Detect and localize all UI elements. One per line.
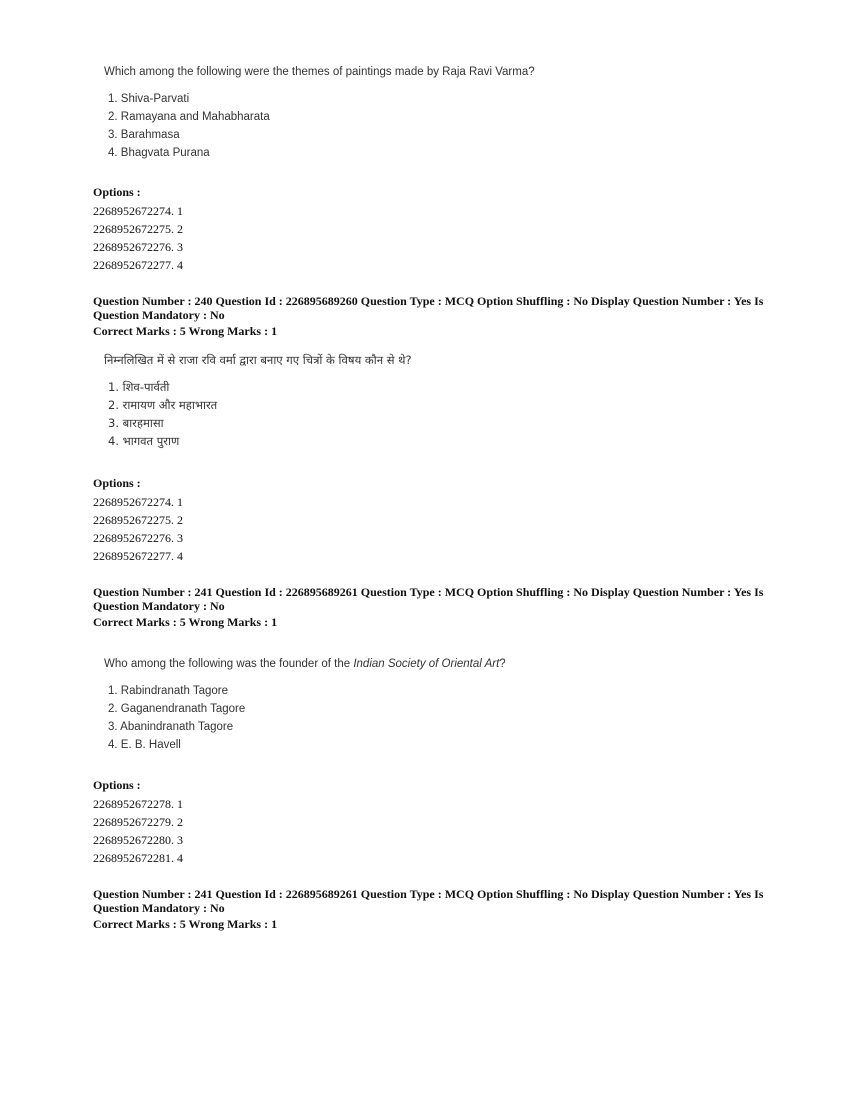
- question-text-end: ?: [499, 658, 506, 670]
- question-239-block: [0, 64, 850, 162]
- options-240: [0, 475, 850, 565]
- question-text: निम्नलिखित में से राजा रवि वर्मा द्वारा बनाए गए चित्रों के विषय कौन से थे?: [104, 353, 412, 367]
- marks-meta: Correct Marks : 5 Wrong Marks : 1: [93, 917, 278, 931]
- question-meta: Question Number : 240 Question Id : 226895689260 Question Type : MCQ Option Shuffling : No Display Question Number : Yes Is Question Mandatory : No: [93, 294, 764, 322]
- option-item: 2268952672274. 1: [93, 495, 183, 509]
- marks-meta: Correct Marks : 5 Wrong Marks : 1: [93, 324, 278, 338]
- option-item: 2268952672277. 4: [93, 258, 183, 272]
- choice-list: [108, 90, 850, 162]
- option-item: 2268952672281. 4: [93, 851, 183, 865]
- choice-item: 4. E. B. Havell: [108, 739, 181, 751]
- society-name: Indian Society of Oriental Art: [353, 658, 500, 670]
- question-text: [104, 656, 850, 672]
- question-text-start: Who among the following was the founder of the: [104, 658, 354, 670]
- question-meta: Question Number : 241 Question Id : 226895689261 Question Type : MCQ Option Shuffling : No Display Question Number : Yes Is Question Mandatory : No: [93, 887, 764, 915]
- question-text: Which among the following were the themes of paintings made by Raja Ravi Varma?: [104, 66, 535, 78]
- choice-item: 1. शिव-पार्वती: [108, 380, 170, 394]
- marks-meta: Correct Marks : 5 Wrong Marks : 1: [93, 615, 278, 629]
- option-list: [93, 795, 850, 867]
- question-240-block: [0, 352, 850, 450]
- choice-list: [108, 682, 850, 754]
- choice-item: 1. Rabindranath Tagore: [108, 685, 228, 697]
- choice-item: 3. बारहमासा: [108, 416, 164, 430]
- question-241-block: [0, 656, 850, 754]
- option-item: 2268952672279. 2: [93, 815, 183, 829]
- options-label: Options :: [93, 778, 141, 792]
- option-item: 2268952672276. 3: [93, 531, 183, 545]
- option-item: 2268952672275. 2: [93, 222, 183, 236]
- question-241b-header: [0, 887, 850, 931]
- question-meta: Question Number : 241 Question Id : 226895689261 Question Type : MCQ Option Shuffling : No Display Question Number : Yes Is Question Mandatory : No: [93, 585, 764, 613]
- choice-item: 4. Bhagvata Purana: [108, 147, 210, 159]
- options-label: Options :: [93, 476, 141, 490]
- choice-item: 2. Ramayana and Mahabharata: [108, 111, 270, 123]
- question-241-header: [0, 585, 850, 629]
- option-list: [93, 493, 850, 565]
- options-241: [0, 777, 850, 867]
- choice-item: 4. भागवत पुराण: [108, 434, 180, 448]
- option-item: 2268952672275. 2: [93, 513, 183, 527]
- option-item: 2268952672277. 4: [93, 549, 183, 563]
- question-240-header: [0, 294, 850, 338]
- option-list: [93, 202, 850, 274]
- option-item: 2268952672274. 1: [93, 204, 183, 218]
- choice-item: 2. रामायण और महाभारत: [108, 398, 218, 412]
- option-item: 2268952672278. 1: [93, 797, 183, 811]
- options-239: [0, 184, 850, 274]
- choice-item: 1. Shiva-Parvati: [108, 93, 190, 105]
- choice-item: 2. Gaganendranath Tagore: [108, 703, 246, 715]
- options-label: Options :: [93, 185, 141, 199]
- choice-item: 3. Barahmasa: [108, 129, 180, 141]
- option-item: 2268952672280. 3: [93, 833, 183, 847]
- option-item: 2268952672276. 3: [93, 240, 183, 254]
- choice-item: 3. Abanindranath Tagore: [108, 721, 234, 733]
- choice-list: [108, 378, 850, 450]
